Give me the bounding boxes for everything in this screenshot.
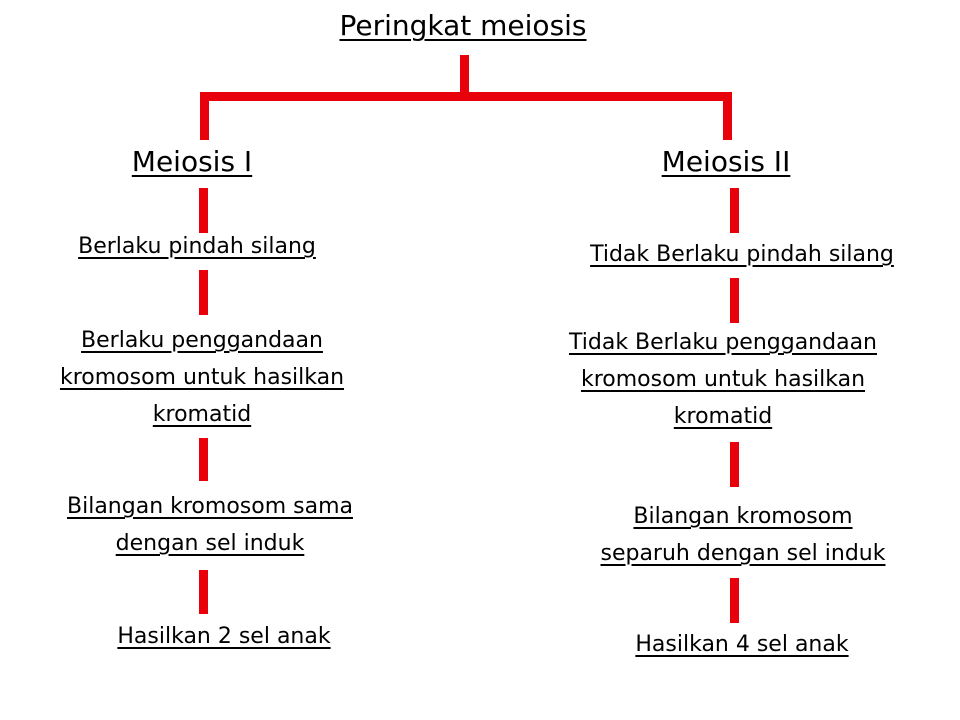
connector-title-stem — [460, 55, 469, 97]
left-item-2: Berlaku penggandaan kromosom untuk hasilkan kromatid — [59, 328, 345, 427]
branch-heading-meiosis-i: Meiosis I — [131, 145, 253, 178]
connector-left-3 — [199, 438, 208, 481]
connector-right-3 — [730, 442, 739, 487]
connector-left-2 — [199, 270, 208, 315]
left-item-1: Berlaku pindah silang — [78, 234, 316, 259]
diagram-title: Peringkat meiosis — [339, 9, 587, 42]
connector-right-4 — [730, 578, 739, 623]
right-item-3: Bilangan kromosom separuh dengan sel induk — [600, 504, 886, 566]
right-item-1: Tidak Berlaku pindah silang — [590, 242, 894, 267]
branch-heading-meiosis-ii: Meiosis II — [661, 145, 791, 178]
connector-right-drop — [723, 92, 732, 140]
connector-left-drop — [200, 92, 209, 140]
connector-right-2 — [730, 278, 739, 323]
left-item-4: Hasilkan 2 sel anak — [117, 624, 331, 649]
right-item-4: Hasilkan 4 sel anak — [635, 632, 849, 657]
right-item-2: Tidak Berlaku penggandaan kromosom untuk hasilkan kromatid — [569, 330, 877, 429]
connector-left-4 — [199, 570, 208, 614]
connector-right-1 — [730, 188, 739, 233]
left-item-3: Bilangan kromosom sama dengan sel induk — [67, 494, 353, 556]
connector-horizontal — [200, 92, 732, 101]
connector-left-1 — [199, 188, 208, 233]
